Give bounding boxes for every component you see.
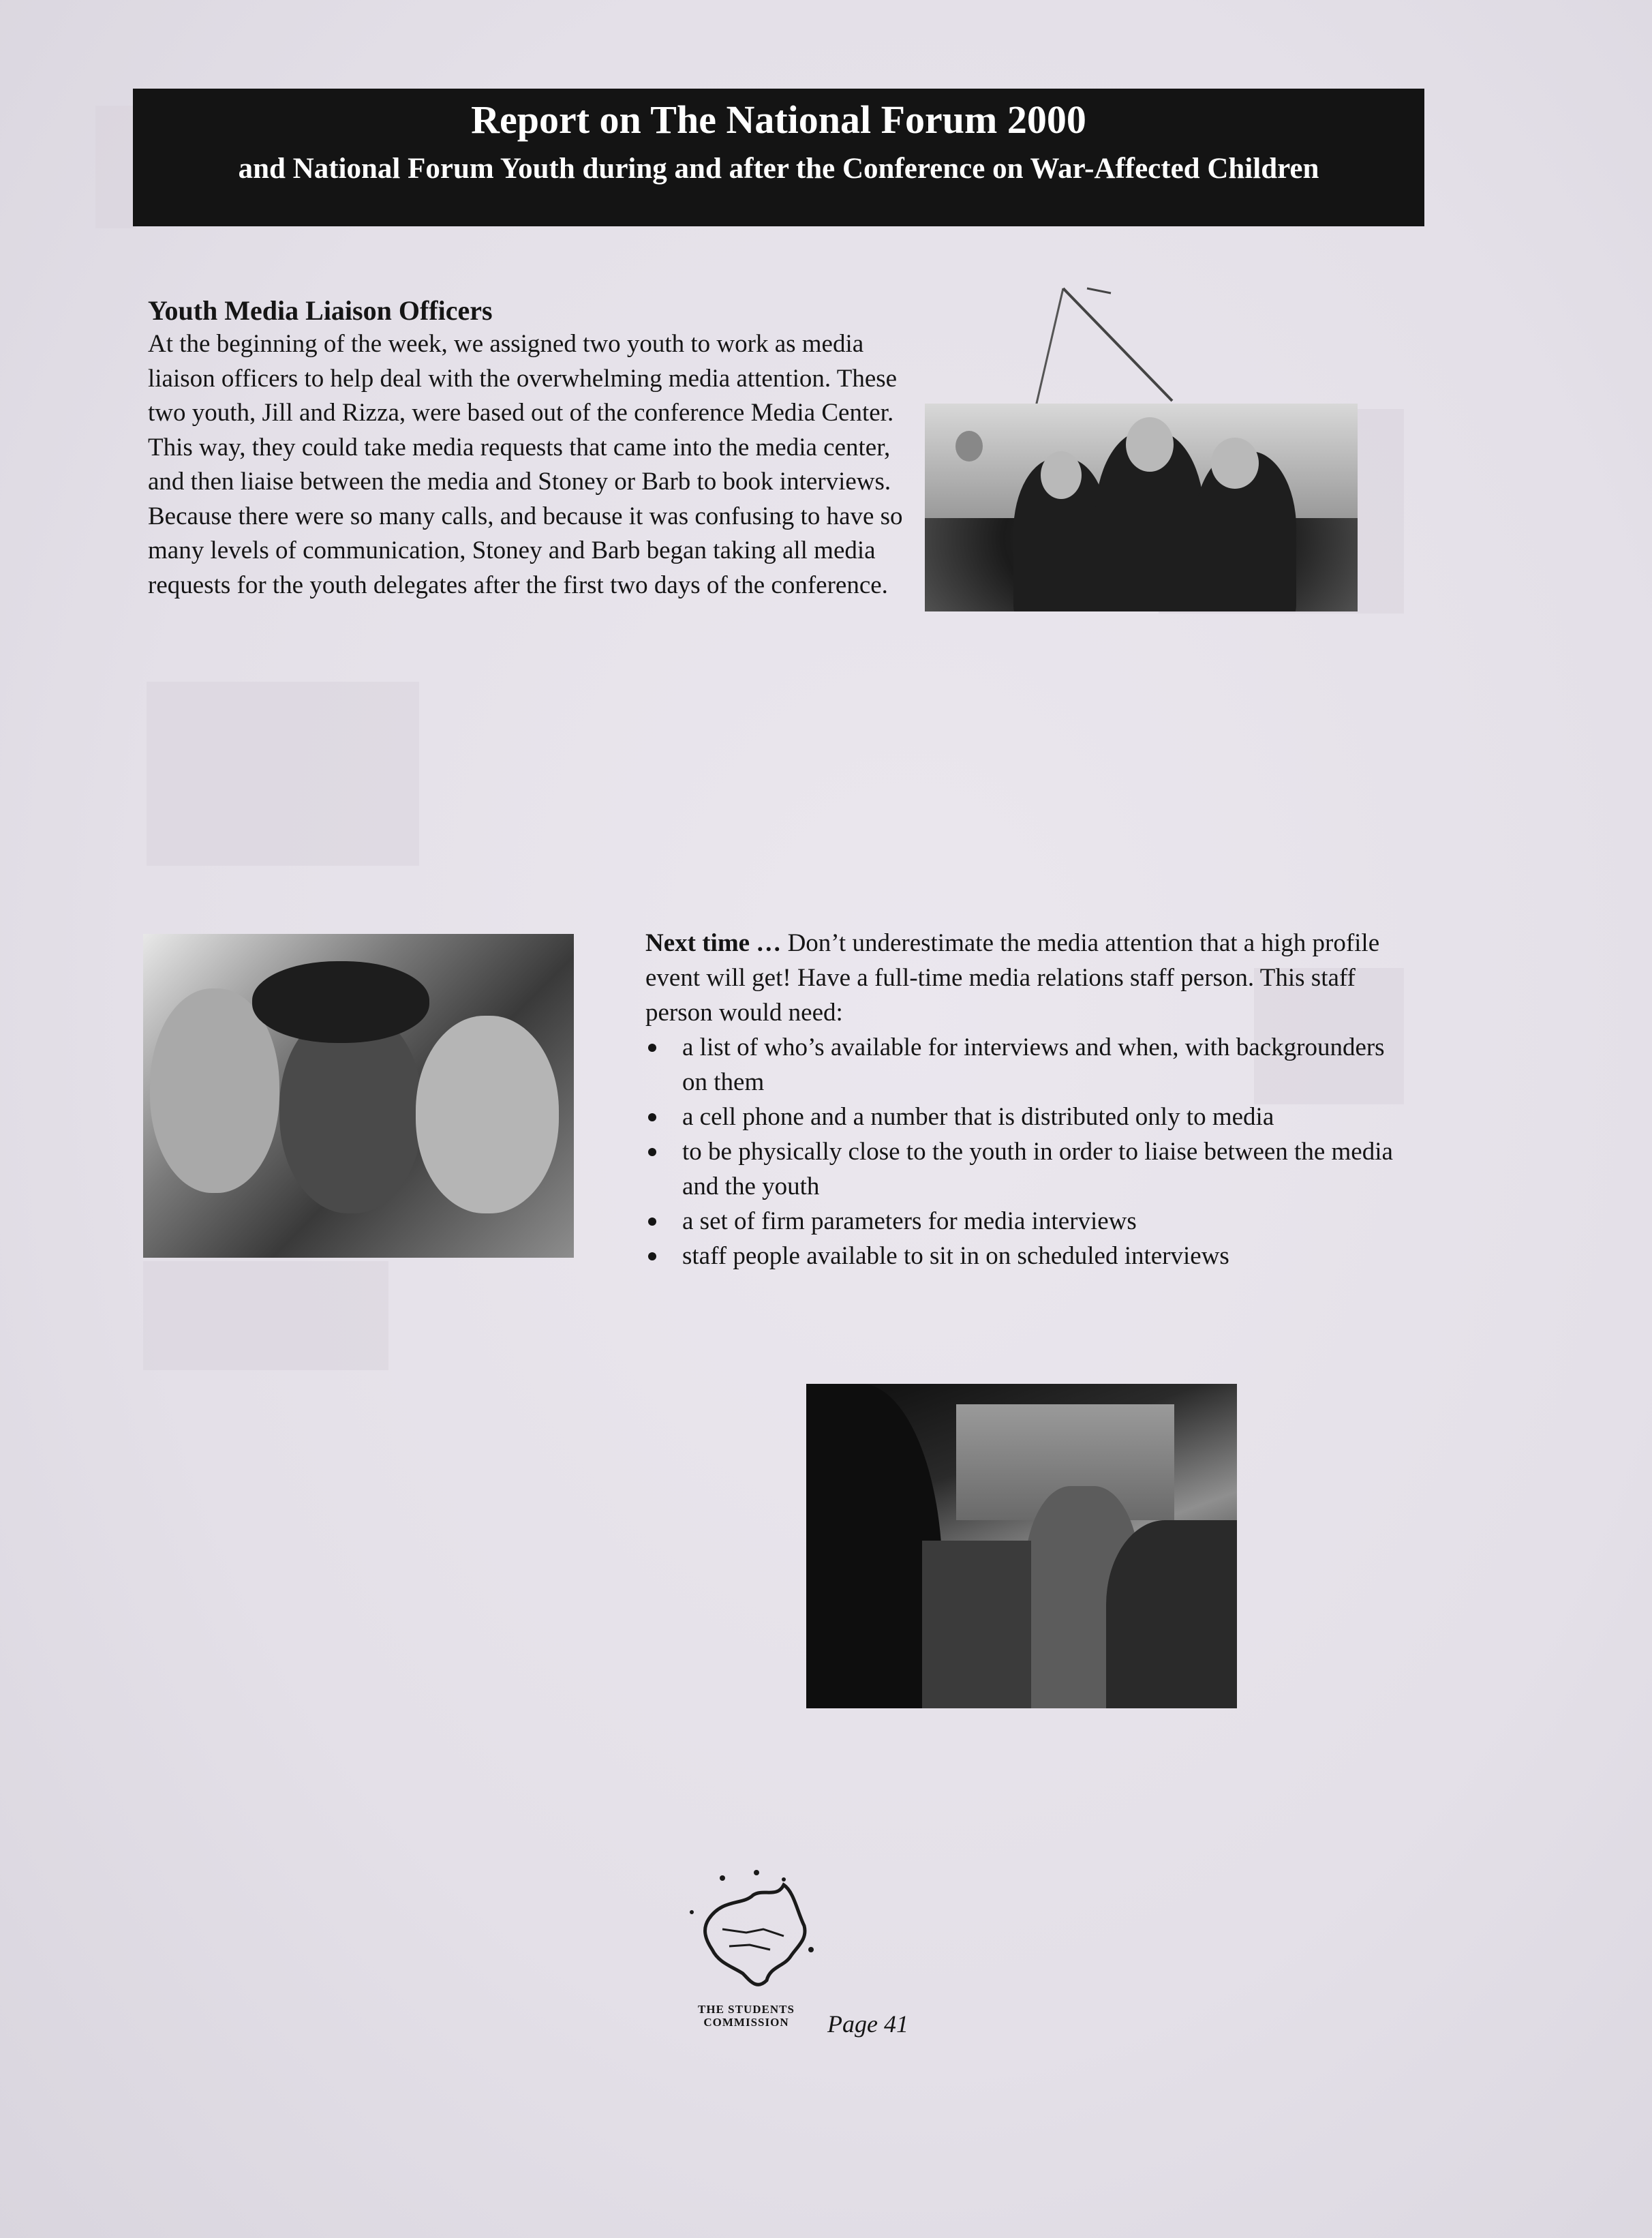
bleed-through-photo-left: [147, 682, 419, 866]
photo-face: [1211, 438, 1259, 489]
list-item: a list of who’s available for interviews and when, with backgrounders on them: [645, 1030, 1409, 1100]
page-title: Report on The National Forum 2000: [471, 97, 1086, 142]
photo-outdoor-interview: [806, 1384, 1237, 1708]
bleed-through-photo-lower: [143, 1261, 388, 1370]
list-item: to be physically close to the youth in order to liaise between the media and the youth: [645, 1134, 1409, 1204]
staff-needs-list: [645, 1030, 1409, 1273]
bullet-icon: [648, 1113, 656, 1121]
photo-person: [1106, 1520, 1237, 1708]
section-heading-liaison: Youth Media Liaison Officers: [148, 295, 493, 326]
bullet-icon: [648, 1044, 656, 1052]
list-item: a cell phone and a number that is distributed only to media: [645, 1100, 1409, 1134]
photo-face: [1126, 417, 1174, 472]
bleed-through-left: [95, 106, 136, 228]
photo-crowd: [922, 1541, 1031, 1708]
tent-peak-lines: [968, 285, 1349, 408]
page-subtitle: and National Forum Youth during and after the Conference on War-Affected Children: [238, 153, 1319, 185]
photo-three-youth-closeup: [143, 934, 574, 1258]
photo-face: [1041, 451, 1082, 499]
photo-face: [416, 1016, 559, 1213]
canada-map-logo-icon: [682, 1864, 825, 2001]
list-item: a set of firm parameters for media interviews: [645, 1204, 1409, 1239]
photo-face: [955, 431, 983, 462]
bullet-icon: [648, 1218, 656, 1226]
next-time-text: Don’t underestimate the media attention that a high profile event will get! Have a full-time media relations staff person. This staff person would need:: [645, 929, 1380, 1027]
next-time-paragraph: [645, 926, 1402, 1030]
next-time-lead: Next time …: [645, 929, 782, 957]
list-item: staff people available to sit in on scheduled interviews: [645, 1239, 1409, 1273]
bullet-icon: [648, 1252, 656, 1260]
logo-wordmark: THE STUDENTS COMMISSION: [698, 2003, 795, 2029]
photo-hair: [252, 961, 429, 1043]
page-number: Page 41: [827, 2010, 908, 2038]
bullet-icon: [648, 1148, 656, 1156]
header-banner: [133, 89, 1424, 226]
photo-youth-group-tent: [925, 404, 1358, 611]
liaison-paragraph: At the beginning of the week, we assigned two youth to work as media liaison officers to help deal with the overwhelming media attention. These two youth, Jill and Rizza, were based out of the conference Media Center. This way, they could take media requests that came into the media center, and then liaise between the media and Stoney or Barb to book interviews. Because there were so many calls, and because it was confusing to have so many levels of communication, Stoney and Barb began taking all media requests for the youth delegates after the first two days of the conference.: [148, 330, 903, 599]
